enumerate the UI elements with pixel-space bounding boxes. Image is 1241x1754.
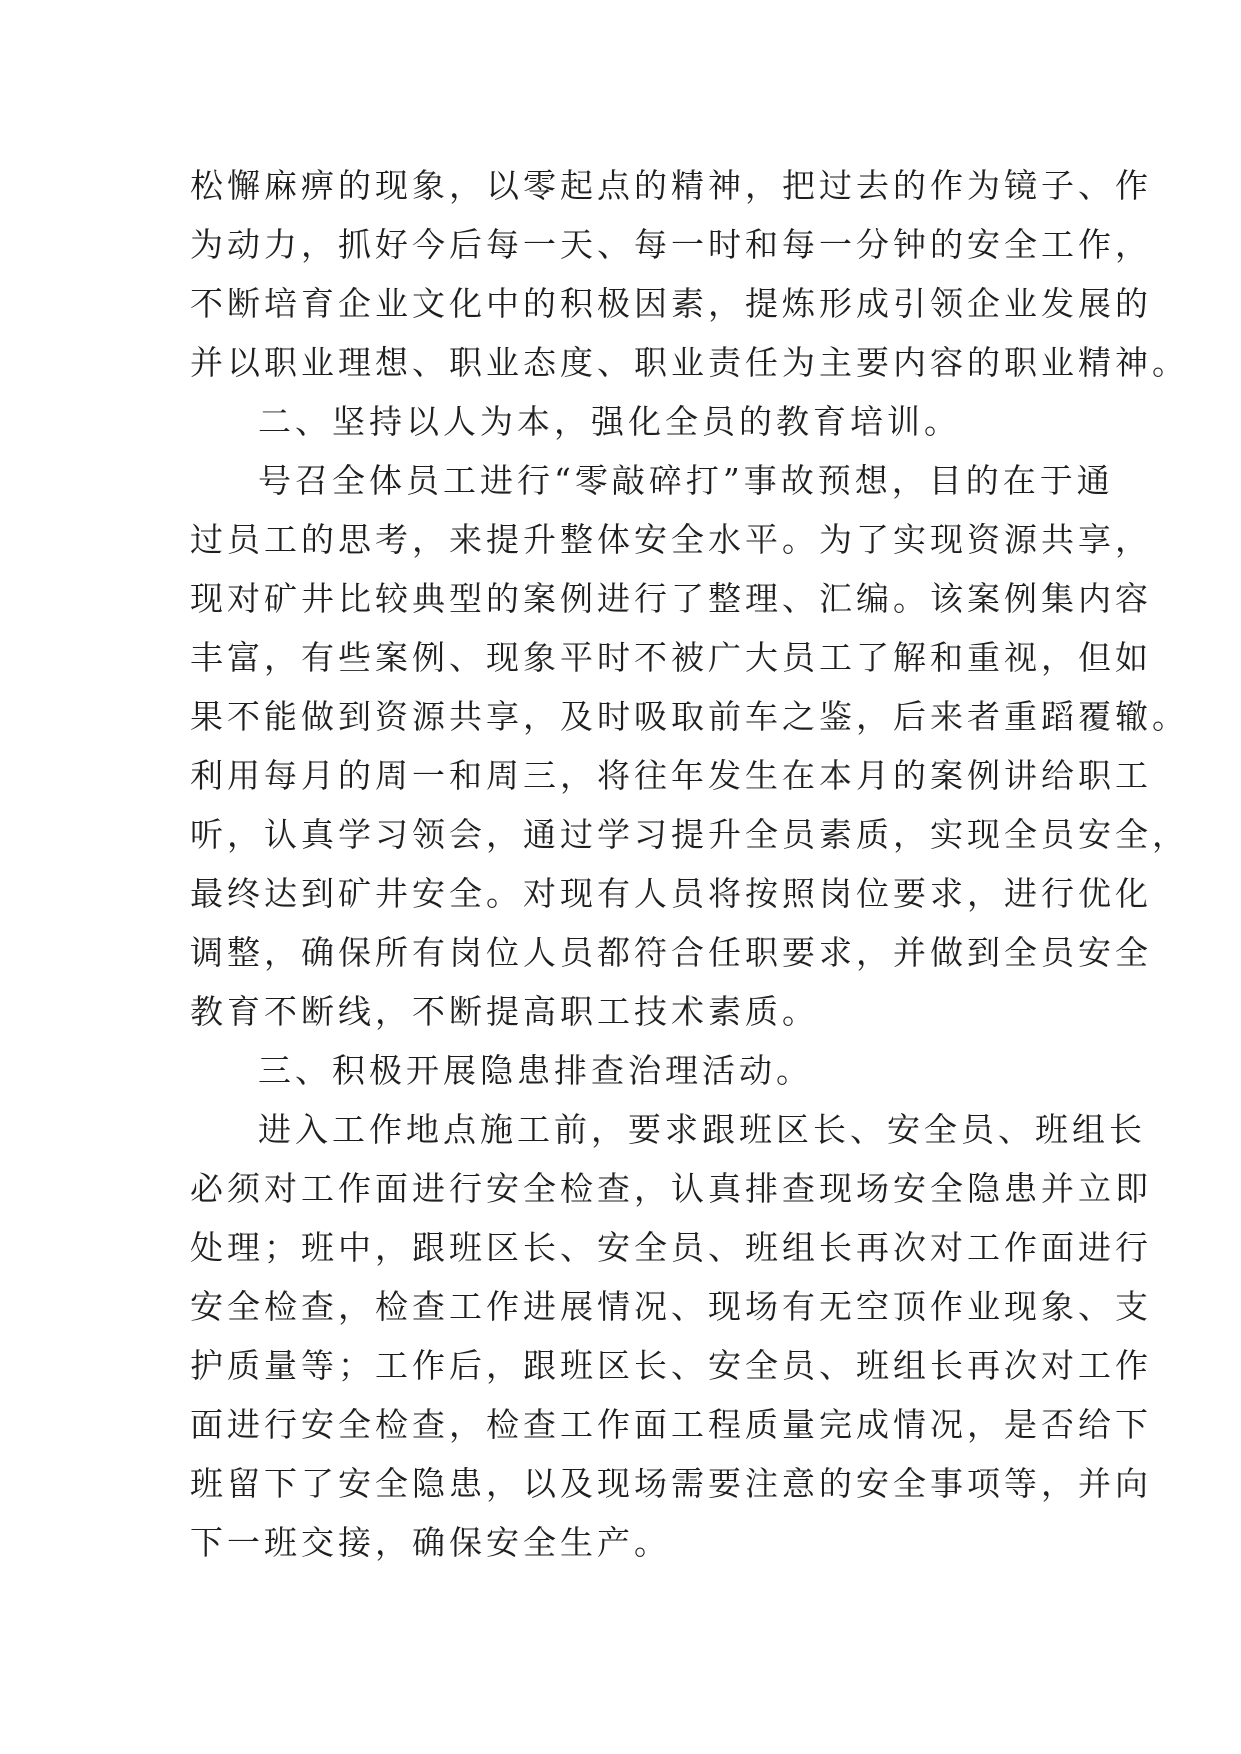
text-line: 听，认真学习领会，通过学习提升全员素质，实现全员安全，	[190, 815, 1189, 854]
text-line: 过员工的思考，来提升整体安全水平。为了实现资源共享，	[190, 520, 1152, 559]
text-line: 护质量等；工作后，跟班区长、安全员、班组长再次对工作	[190, 1346, 1152, 1385]
text-line: 下一班交接，确保安全生产。	[190, 1523, 671, 1562]
text-line: 教育不断线，不断提高职工技术素质。	[190, 992, 819, 1031]
text-line: 果不能做到资源共享，及时吸取前车之鉴，后来者重蹈覆辙。	[190, 697, 1189, 736]
text-line: 丰富，有些案例、现象平时不被广大员工了解和重视，但如	[190, 638, 1152, 677]
text-line: 并以职业理想、职业态度、职业责任为主要内容的职业精神。	[190, 343, 1189, 382]
text-line: 利用每月的周一和周三，将往年发生在本月的案例讲给职工	[190, 756, 1152, 795]
section-heading: 二、坚持以人为本，强化全员的教育培训。	[258, 402, 961, 441]
text-line: 调整，确保所有岗位人员都符合任职要求，并做到全员安全	[190, 933, 1152, 972]
text-line: 班留下了安全隐患，以及现场需要注意的安全事项等，并向	[190, 1464, 1152, 1503]
text-line: 进入工作地点施工前，要求跟班区长、安全员、班组长	[258, 1110, 1146, 1149]
text-line: 现对矿井比较典型的案例进行了整理、汇编。该案例集内容	[190, 579, 1152, 618]
text-line: 松懈麻痹的现象，以零起点的精神，把过去的作为镜子、作	[190, 166, 1152, 205]
text-line: 面进行安全检查，检查工作面工程质量完成情况，是否给下	[190, 1405, 1152, 1444]
document-body	[190, 156, 1189, 1572]
text-line: 安全检查，检查工作进展情况、现场有无空顶作业现象、支	[190, 1287, 1152, 1326]
section-heading: 三、积极开展隐患排查治理活动。	[258, 1051, 813, 1090]
text-line: 号召全体员工进行“零敲碎打”事故预想，目的在于通	[258, 461, 1114, 500]
text-line: 不断培育企业文化中的积极因素，提炼形成引领企业发展的	[190, 284, 1152, 323]
text-line: 为动力，抓好今后每一天、每一时和每一分钟的安全工作，	[190, 225, 1152, 264]
text-line: 必须对工作面进行安全检查，认真排查现场安全隐患并立即	[190, 1169, 1152, 1208]
text-line: 处理；班中，跟班区长、安全员、班组长再次对工作面进行	[190, 1228, 1152, 1267]
text-line: 最终达到矿井安全。对现有人员将按照岗位要求，进行优化	[190, 874, 1152, 913]
